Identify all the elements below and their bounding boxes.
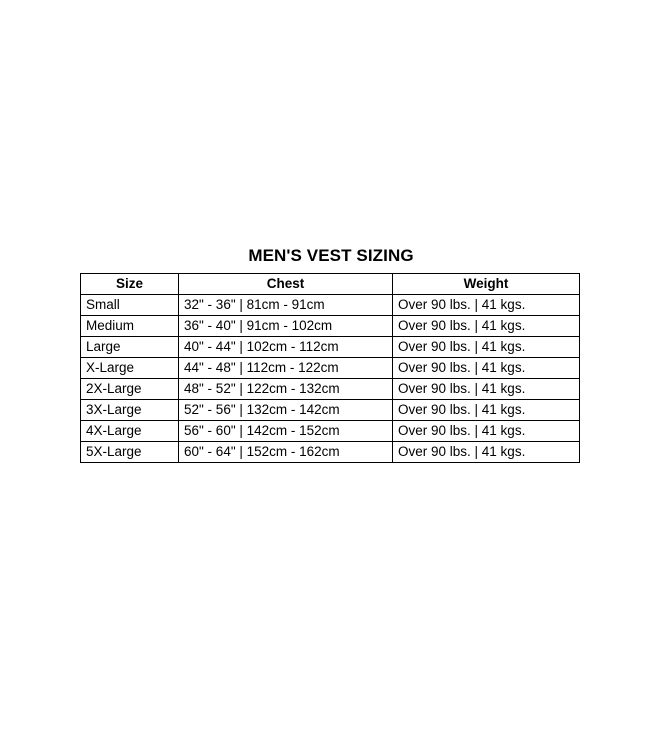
column-header-weight: Weight: [393, 274, 580, 295]
table-row: [81, 442, 580, 463]
weight-cell: Over 90 lbs. | 41 kgs.: [393, 379, 580, 400]
table-row: [81, 316, 580, 337]
page-title: MEN'S VEST SIZING: [248, 246, 414, 265]
size-cell: Medium: [81, 316, 179, 337]
size-cell: 5X-Large: [81, 442, 179, 463]
chest-cell: 60" - 64" | 152cm - 162cm: [179, 442, 393, 463]
weight-cell: Over 90 lbs. | 41 kgs.: [393, 358, 580, 379]
size-cell: 4X-Large: [81, 421, 179, 442]
weight-cell: Over 90 lbs. | 41 kgs.: [393, 442, 580, 463]
weight-cell: Over 90 lbs. | 41 kgs.: [393, 400, 580, 421]
size-cell: 2X-Large: [81, 379, 179, 400]
table-row: [81, 421, 580, 442]
table-row: [81, 295, 580, 316]
chest-cell: 56" - 60" | 142cm - 152cm: [179, 421, 393, 442]
table-row: [81, 358, 580, 379]
chest-cell: 32" - 36" | 81cm - 91cm: [179, 295, 393, 316]
weight-cell: Over 90 lbs. | 41 kgs.: [393, 421, 580, 442]
column-header-size: Size: [81, 274, 179, 295]
table-row: [81, 337, 580, 358]
chest-cell: 48" - 52" | 122cm - 132cm: [179, 379, 393, 400]
table-row: [81, 379, 580, 400]
weight-cell: Over 90 lbs. | 41 kgs.: [393, 337, 580, 358]
chest-cell: 36" - 40" | 91cm - 102cm: [179, 316, 393, 337]
weight-cell: Over 90 lbs. | 41 kgs.: [393, 295, 580, 316]
size-cell: X-Large: [81, 358, 179, 379]
chest-cell: 40" - 44" | 102cm - 112cm: [179, 337, 393, 358]
table-header-row: [81, 274, 580, 295]
chest-cell: 52" - 56" | 132cm - 142cm: [179, 400, 393, 421]
size-cell: 3X-Large: [81, 400, 179, 421]
chest-cell: 44" - 48" | 112cm - 122cm: [179, 358, 393, 379]
size-cell: Large: [81, 337, 179, 358]
column-header-chest: Chest: [179, 274, 393, 295]
size-cell: Small: [81, 295, 179, 316]
weight-cell: Over 90 lbs. | 41 kgs.: [393, 316, 580, 337]
table-row: [81, 400, 580, 421]
sizing-table: [80, 273, 580, 463]
